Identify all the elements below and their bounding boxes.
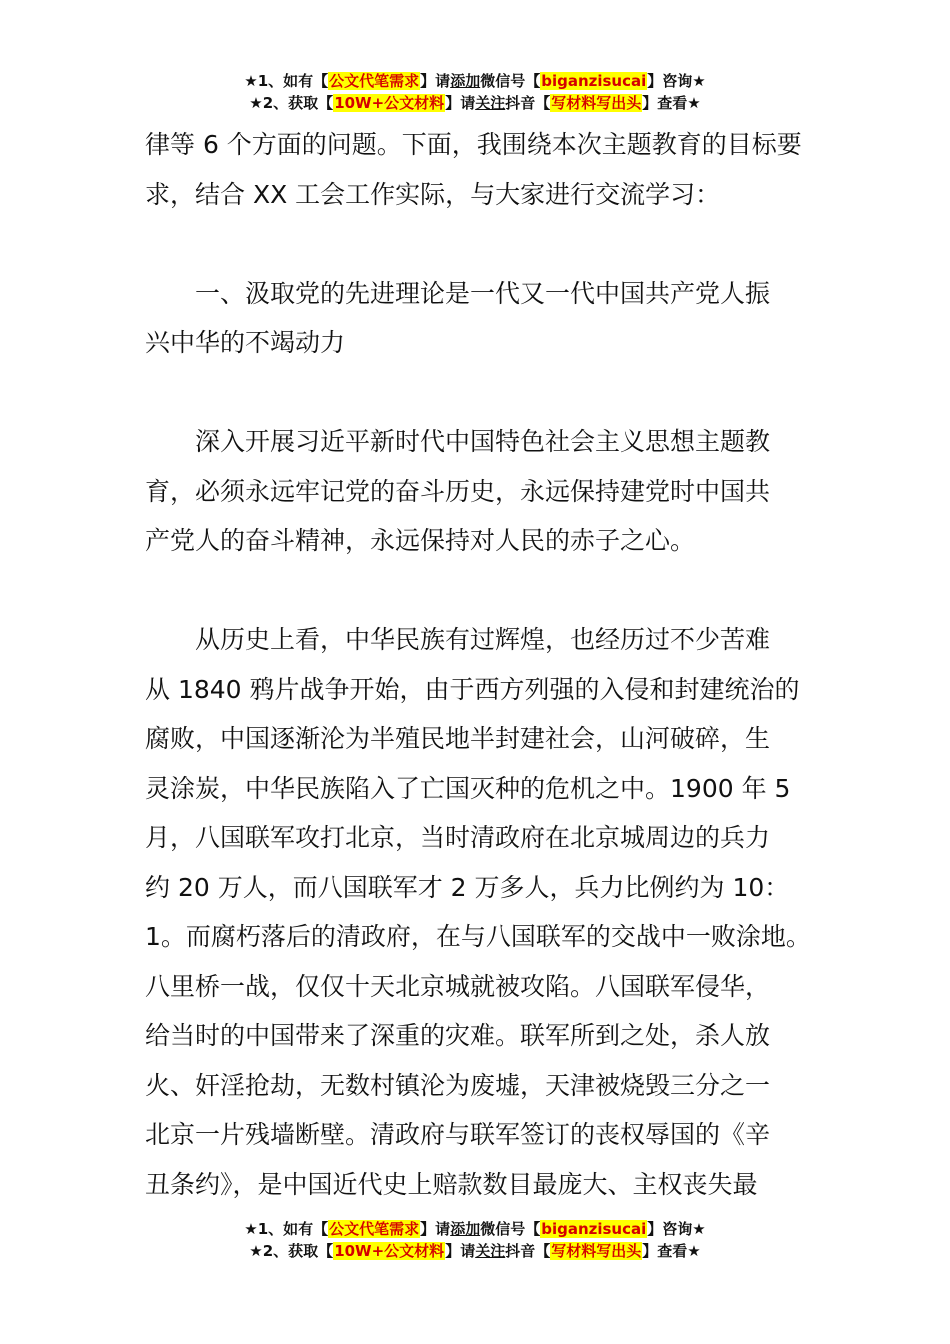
highlight-materials: 10W+公文材料	[334, 94, 445, 112]
text-line: 约 20 万人，而八国联军才 2 万多人，兵力比例约为 10：	[145, 872, 790, 902]
banner-line-2: ★2、获取【10W+公文材料】请关注抖音【写材料写出头】查看★	[249, 94, 701, 112]
header-banner	[0, 70, 950, 114]
paragraph-intro	[145, 120, 825, 219]
paragraph-history	[145, 615, 825, 1209]
text-line: 育，必须永远牢记党的奋斗历史，永远保持建党时中国共	[145, 476, 771, 506]
banner-line-2: ★2、获取【10W+公文材料】请关注抖音【写材料写出头】查看★	[249, 1242, 701, 1260]
text-line: 灵涂炭，中华民族陷入了亡国灭种的危机之中。1900 年 5	[145, 773, 791, 803]
paragraph-theme-education	[145, 417, 825, 566]
footer-banner	[0, 1218, 950, 1262]
text-line: 从 1840 鸦片战争开始，由于西方列强的入侵和封建统治的	[145, 674, 800, 704]
text-line: 求，结合 XX 工会工作实际，与大家进行交流学习：	[145, 179, 721, 209]
highlight-service: 公文代笔需求	[329, 72, 420, 90]
text-line: 兴中华的不竭动力	[145, 328, 346, 357]
text-line: 丑条约》，是中国近代史上赔款数目最庞大、主权丧失最	[145, 1169, 758, 1199]
text-line: 一、汲取党的先进理论是一代又一代中国共产党人振	[195, 278, 771, 308]
banner-line-1: ★1、如有【公文代笔需求】请添加微信号【biganzisucai】咨询★	[244, 1220, 706, 1238]
text-line: 从历史上看，中华民族有过辉煌，也经历过不少苦难	[195, 625, 771, 654]
text-line: 北京一片残墙断壁。清政府与联军签订的丧权辱国的《辛	[145, 1120, 771, 1149]
highlight-wechat-id: biganzisucai	[541, 72, 647, 90]
text-line: 1。而腐朽落后的清政府，在与八国联军的交战中一败涂地。	[145, 922, 811, 951]
text-line: 产党人的奋斗精神，永远保持对人民的赤子之心。	[145, 526, 696, 555]
text-line: 腐败，中国逐渐沦为半殖民地半封建社会，山河破碎，生	[145, 724, 771, 753]
highlight-douyin: 写材料写出头	[551, 94, 642, 112]
section-heading	[145, 269, 825, 368]
highlight-materials: 10W+公文材料	[334, 1242, 445, 1260]
text-line: 火、奸淫抢劫，无数村镇沦为废墟，天津被烧毁三分之一	[145, 1070, 771, 1100]
banner-line-1: ★1、如有【公文代笔需求】请添加微信号【biganzisucai】咨询★	[244, 72, 706, 90]
highlight-wechat-id: biganzisucai	[541, 1220, 647, 1238]
text-line: 给当时的中国带来了深重的灾难。联军所到之处，杀人放	[145, 1021, 771, 1050]
text-line: 深入开展习近平新时代中国特色社会主义思想主题教	[195, 427, 771, 456]
text-line: 八里桥一战，仅仅十天北京城就被攻陷。八国联军侵华，	[145, 971, 771, 1001]
text-line: 律等 6 个方面的问题。下面，我围绕本次主题教育的目标要	[145, 130, 802, 159]
text-line: 月，八国联军攻打北京，当时清政府在北京城周边的兵力	[145, 823, 771, 852]
highlight-service: 公文代笔需求	[329, 1220, 420, 1238]
document-body	[145, 120, 825, 1259]
highlight-douyin: 写材料写出头	[551, 1242, 642, 1260]
